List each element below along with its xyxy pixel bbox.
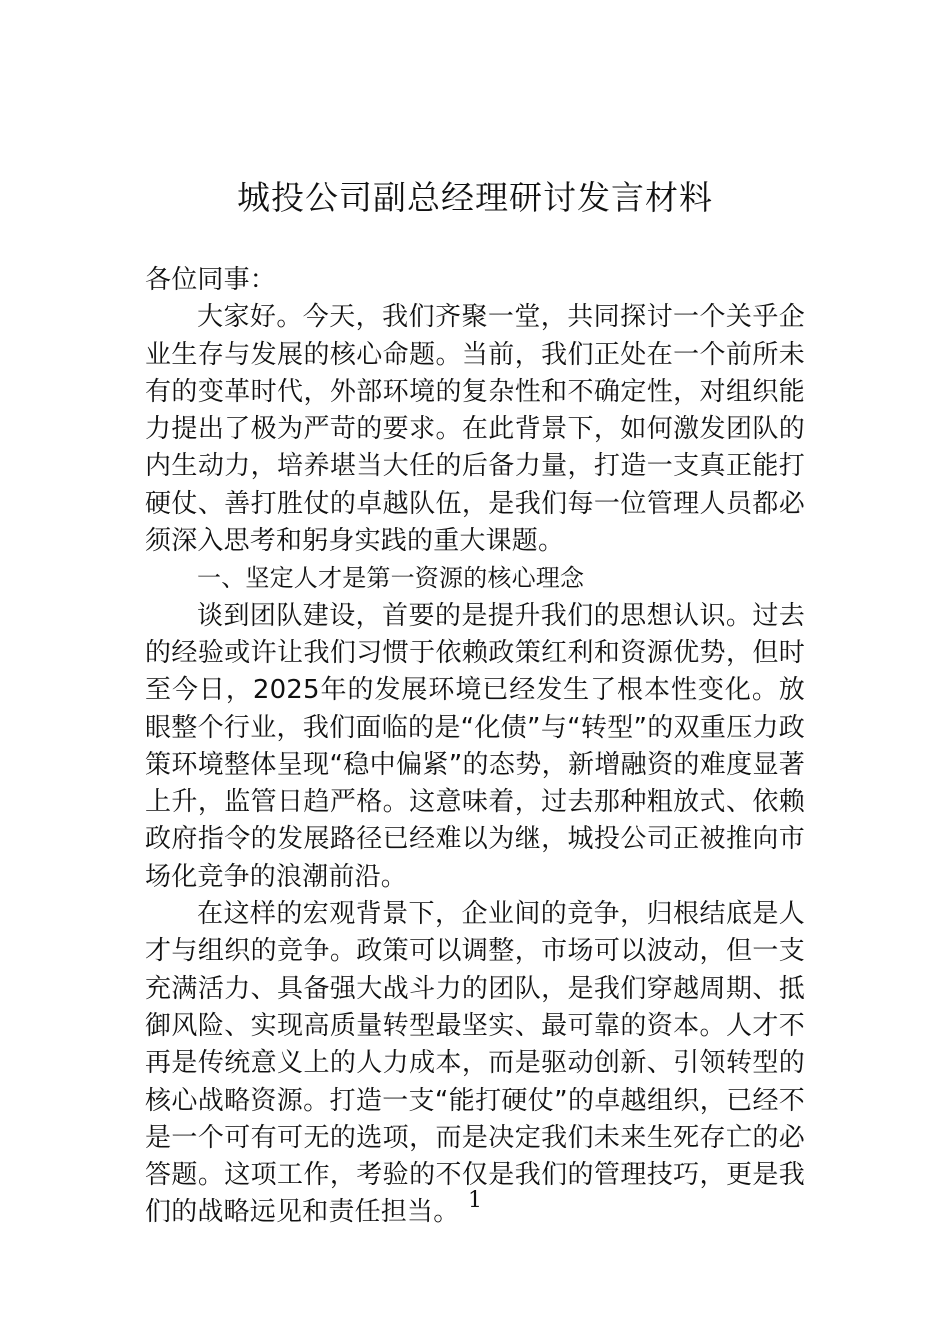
salutation: 各位同事： xyxy=(145,265,277,295)
paragraph-context: 谈到团队建设，首要的是提升我们的思想认识。过去的经验或许让我们习惯于依赖政策红利和资源优势，但时至今日，2025年的发展环境已经发生了根本性变化。放眼整个行业，我们面临的是“化债”与“转型”的双重压力政策环境整体呈现“稳中偏紧”的态势，新增融资的难度显著上升，监管日趋严格。这意味着，过去那种粗放式、依赖政府指令的发展路径已经难以为继，城投公司正被推向市场化竞争的浪潮前沿。 xyxy=(145,600,805,892)
page-number: 1 xyxy=(468,1188,482,1213)
section-heading: 一、坚定人才是第一资源的核心理念 xyxy=(197,564,585,593)
paragraph-intro: 大家好。今天，我们齐聚一堂，共同探讨一个关乎企业生存与发展的核心命题。当前，我们正处在一个前所未有的变革时代，外部环境的复杂性和不确定性，对组织能力提出了极为严苛的要求。在此背景下，如何激发团队的内生动力，培养堪当大任的后备力量，打造一支真正能打硬仗、善打胜仗的卓越队伍，是我们每一位管理人员都必须深入思考和躬身实践的重大课题。 xyxy=(145,302,805,557)
paragraph-competition: 在这样的宏观背景下，企业间的竞争，归根结底是人才与组织的竞争。政策可以调整，市场可以波动，但一支充满活力、具备强大战斗力的团队，是我们穿越周期、抵御风险、实现高质量转型最坚实、最可靠的资本。人才不再是传统意义上的人力成本，而是驱动创新、引领转型的核心战略资源。打造一支“能打硬仗”的卓越组织，已经不是一个可有可无的选项，而是决定我们未来生死存亡的必答题。这项工作，考验的不仅是我们的管理技巧，更是我们的战略远见和责任担当。 xyxy=(145,899,805,1228)
document-title: 城投公司副总经理研讨发言材料 xyxy=(237,178,713,217)
document-body xyxy=(145,262,805,1232)
